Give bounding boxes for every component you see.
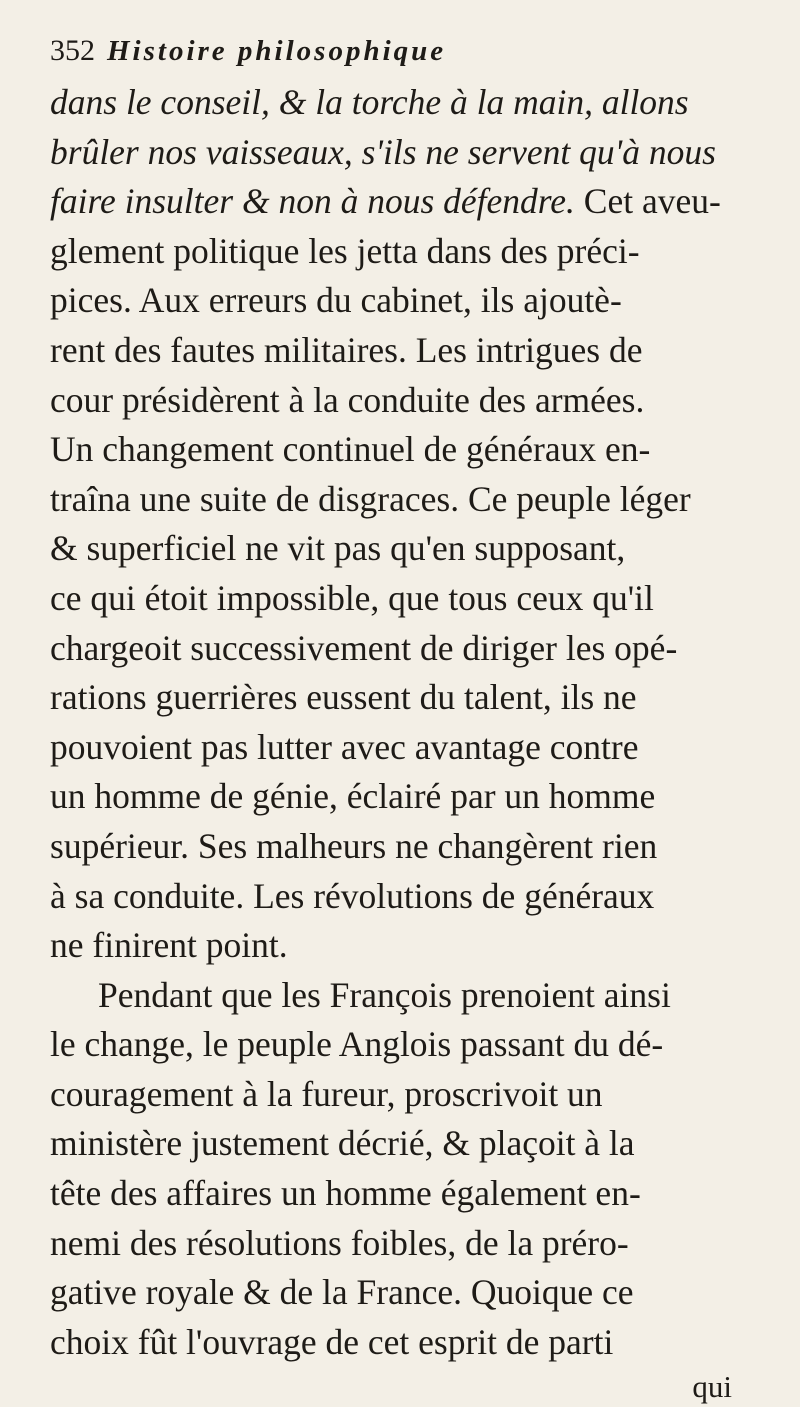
running-head: Histoire philosophique [107,35,447,67]
text-line [50,177,768,227]
text-line: traîna une suite de disgraces. Ce peuple léger [50,478,691,519]
text-line: Un changement continuel de généraux en- [50,429,651,470]
text-segment: faire insulter & non à nous défendre. [50,181,575,222]
text-line: Pendant que les François prenoient ainsi [98,974,671,1015]
text-line: le change, le peuple Anglois passant du dé- [50,1024,664,1065]
text-line: supérieur. Ses malheurs ne changèrent rien [50,825,658,866]
text-line: rent des fautes militaires. Les intrigues de [50,329,643,370]
catchword: qui [692,1369,732,1405]
body-text [50,78,768,1367]
text-line: ministère justement décrié, & plaçoit à la [50,1123,635,1164]
text-line: gative royale & de la France. Quoique ce [50,1272,634,1313]
text-line: pices. Aux erreurs du cabinet, ils ajoutè- [50,280,622,321]
text-segment: Cet aveu- [574,181,721,222]
text-line: rations guerrières eussent du talent, ils ne [50,677,637,718]
text-line: dans le conseil, & la torche à la main, allons [50,82,689,122]
page-number: 352 [50,34,95,67]
page-header [50,34,768,76]
text-line: ne finirent point. [50,925,288,966]
text-line: & superficiel ne vit pas qu'en supposant, [50,528,626,569]
text-line: un homme de génie, éclairé par un homme [50,776,656,817]
text-line: choix fût l'ouvrage de cet esprit de parti [50,1321,614,1362]
text-line: tête des affaires un homme également en- [50,1173,641,1214]
text-line: nemi des résolutions foibles, de la préro- [50,1222,629,1263]
text-line: brûler nos vaisseaux, s'ils ne servent qu'à nous [50,131,716,172]
text-line: couragement à la fureur, proscrivoit un [50,1073,603,1114]
text-line: chargeoit successivement de diriger les opé- [50,627,678,668]
text-line: ce qui étoit impossible, que tous ceux qu'il [50,577,654,618]
text-line: pouvoient pas lutter avec avantage contre [50,726,639,767]
text-line: à sa conduite. Les révolutions de généraux [50,875,655,916]
text-line: cour présidèrent à la conduite des armées. [50,379,645,420]
text-line: glement politique les jetta dans des préci- [50,230,640,271]
